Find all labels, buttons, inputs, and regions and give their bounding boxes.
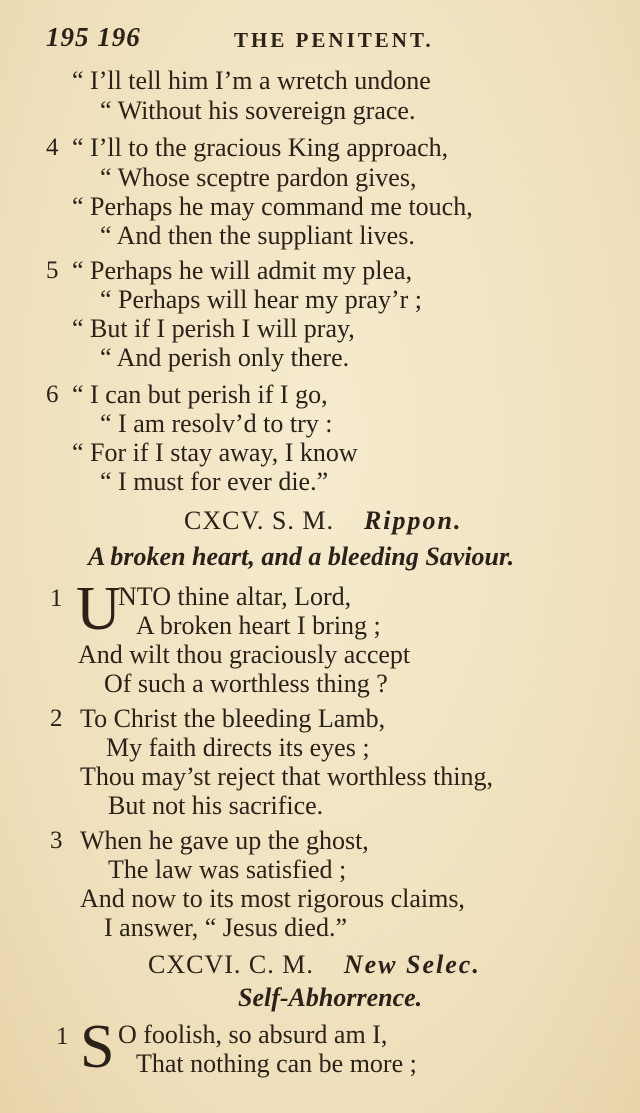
verse-line: “ I’ll to the gracious King approach,	[72, 133, 449, 162]
verse-line: “ Perhaps he will admit my plea,	[72, 256, 413, 285]
verse-line: “ And then the suppliant lives.	[100, 221, 415, 250]
drop-cap: U	[76, 575, 121, 643]
hymn-number: CXCVI. C. M.	[148, 950, 314, 979]
verse-number: 3	[50, 827, 63, 854]
verse-line: “ For if I stay away, I know	[72, 438, 358, 467]
verse-line: But not his sacrifice.	[108, 791, 324, 820]
hymn-heading	[148, 950, 481, 980]
verse-number: 4	[46, 134, 59, 161]
verse-line: “ Perhaps will hear my pray’r ;	[100, 285, 423, 314]
page-header	[46, 22, 606, 56]
verse-line: “ Whose sceptre pardon gives,	[100, 163, 417, 192]
verse-line: Thou may’st reject that worthless thing,	[80, 762, 494, 791]
verse-line: To Christ the bleeding Lamb,	[80, 704, 386, 733]
verse-number: 5	[46, 257, 59, 284]
verse-line: And wilt thou graciously accept	[78, 640, 411, 669]
drop-cap: S	[80, 1013, 115, 1081]
verse-line: Of such a worthless thing ?	[104, 669, 388, 698]
verse-line: “ I am resolv’d to try :	[100, 409, 333, 438]
hymn-subtitle: A broken heart, and a bleeding Saviour.	[88, 542, 515, 571]
verse-line: That nothing can be more ;	[136, 1049, 417, 1078]
verse-line: A broken heart I bring ;	[136, 611, 381, 640]
page-number: 195 196	[46, 22, 141, 52]
running-title: THE PENITENT.	[234, 28, 434, 52]
verse-line: “ I can but perish if I go,	[72, 380, 328, 409]
verse-line: I answer, “ Jesus died.”	[104, 913, 347, 942]
verse-number: 1	[56, 1023, 69, 1050]
verse-line: “ I’ll tell him I’m a wretch undone	[72, 66, 431, 95]
verse-line: The law was satisfied ;	[108, 855, 347, 884]
verse-line: “ Perhaps he may command me touch,	[72, 192, 473, 221]
verse-line: “ But if I perish I will pray,	[72, 314, 355, 343]
verse-line: O foolish, so absurd am I,	[118, 1020, 388, 1049]
verse-line: And now to its most rigorous claims,	[80, 884, 465, 913]
hymn-number: CXCV. S. M.	[184, 506, 334, 535]
tune-name: New Selec.	[343, 950, 481, 979]
tune-name: Rippon.	[363, 506, 463, 535]
verse-number: 2	[50, 705, 63, 732]
verse-line: “ I must for ever die.”	[100, 467, 329, 496]
verse-number: 1	[50, 585, 63, 612]
verse-line: “ Without his sovereign grace.	[100, 96, 416, 125]
verse-number: 6	[46, 381, 59, 408]
verse-line: When he gave up the ghost,	[80, 826, 369, 855]
verse-line: My faith directs its eyes ;	[106, 733, 370, 762]
hymn-subtitle: Self-Abhorrence.	[238, 983, 423, 1012]
verse-line: “ And perish only there.	[100, 343, 350, 372]
verse-line: NTO thine altar, Lord,	[118, 582, 352, 611]
hymn-heading	[184, 506, 463, 536]
